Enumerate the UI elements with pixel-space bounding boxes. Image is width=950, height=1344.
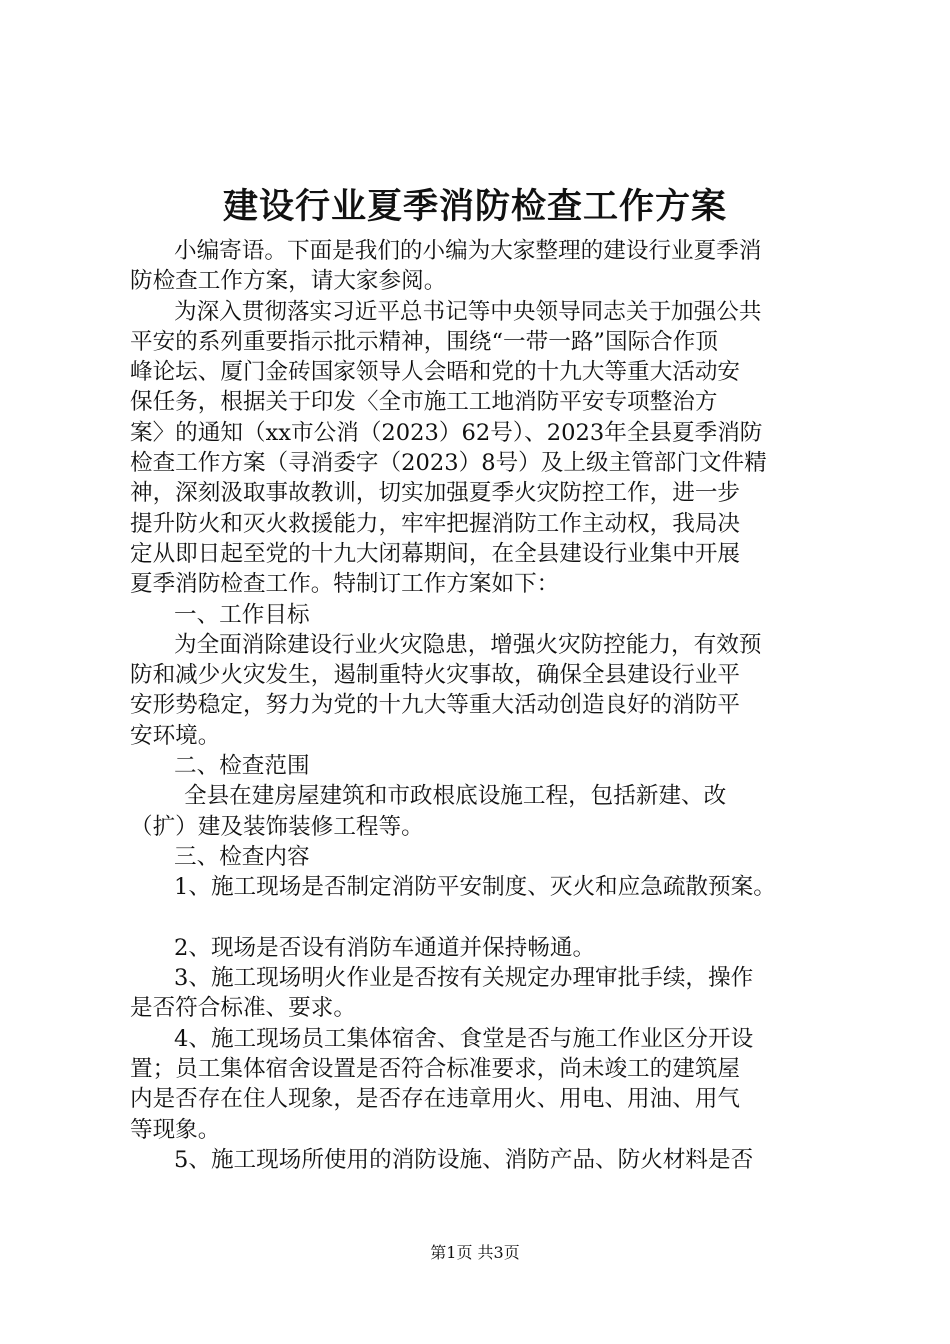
text-line: 提升防火和灭火救援能力，牢牢把握消防工作主动权，我局决 bbox=[130, 510, 741, 537]
background-paragraph bbox=[130, 297, 830, 600]
text-line: 安形势稳定，努力为党的十九大等重大活动创造良好的消防平 bbox=[130, 692, 741, 719]
text-line: 神，深刻汲取事故教训，切实加强夏季火灾防控工作，进一步 bbox=[130, 480, 741, 507]
text-line: 防和减少火灾发生，遏制重特火灾事故，确保全县建设行业平 bbox=[130, 662, 741, 689]
text-line: 2、现场是否设有消防车通道并保持畅通。 bbox=[174, 934, 596, 961]
document-title: 建设行业夏季消防检查工作方案 bbox=[222, 186, 727, 227]
section-heading-content: 三、检查内容 bbox=[174, 843, 310, 870]
checklist-item-2 bbox=[130, 933, 830, 963]
text-line: 夏季消防检查工作。特制订工作方案如下： bbox=[130, 571, 560, 598]
text-line: 检查工作方案（寻消委字（2023）8号）及上级主管部门文件精 bbox=[130, 450, 767, 477]
text-line: 定从即日起至党的十九大闭幕期间，在全县建设行业集中开展 bbox=[130, 540, 741, 567]
checklist-item-3 bbox=[130, 963, 830, 1024]
text-line: 全县在建房屋建筑和市政根底设施工程，包括新建、改 bbox=[184, 783, 727, 810]
text-line: 置；员工集体宿舍设置是否符合标准要求，尚未竣工的建筑屋 bbox=[130, 1056, 741, 1083]
text-line: 防检查工作方案，请大家参阅。 bbox=[130, 268, 447, 295]
text-line: 平安的系列重要指示批示精神，围绕“一带一路”国际合作顶 bbox=[130, 328, 718, 355]
text-line: 3、施工现场明火作业是否按有关规定办理审批手续，操作 bbox=[174, 965, 754, 992]
blank-line bbox=[130, 903, 830, 933]
page-footer: 第1页 共3页 bbox=[430, 1243, 520, 1262]
document-body bbox=[130, 236, 830, 1175]
section-heading-goals: 一、工作目标 bbox=[174, 601, 310, 628]
checklist-item-5 bbox=[130, 1145, 830, 1175]
text-line: 4、施工现场员工集体宿舍、食堂是否与施工作业区分开设 bbox=[174, 1025, 754, 1052]
checklist-item-1 bbox=[130, 872, 830, 902]
intro-paragraph bbox=[130, 236, 830, 297]
text-line: 1、施工现场是否制定消防平安制度、灭火和应急疏散预案。 bbox=[174, 874, 776, 901]
scope-paragraph bbox=[130, 781, 830, 842]
text-line: 保任务，根据关于印发〈全市施工工地消防平安专项整治方 bbox=[130, 389, 718, 416]
text-line: 为深入贯彻落实习近平总书记等中央领导同志关于加强公共 bbox=[174, 298, 762, 325]
text-line: 为全面消除建设行业火灾隐患，增强火灾防控能力，有效预 bbox=[174, 631, 762, 658]
goals-paragraph bbox=[130, 630, 830, 751]
text-line: （扩）建及装饰装修工程等。 bbox=[130, 813, 424, 840]
text-line: 小编寄语。下面是我们的小编为大家整理的建设行业夏季消 bbox=[174, 238, 762, 264]
text-line: 内是否存在住人现象，是否存在违章用火、用电、用油、用气 bbox=[130, 1086, 741, 1113]
text-line: 安环境。 bbox=[130, 722, 221, 749]
text-line: 5、施工现场所使用的消防设施、消防产品、防火材料是否 bbox=[174, 1146, 754, 1173]
checklist-item-4 bbox=[130, 1024, 830, 1145]
section-heading-scope: 二、检查范围 bbox=[174, 753, 310, 780]
text-line: 案〉的通知（xx市公消（2023）62号）、2023年全县夏季消防 bbox=[130, 419, 763, 446]
text-line: 是否符合标准、要求。 bbox=[130, 995, 356, 1022]
text-line: 等现象。 bbox=[130, 1116, 221, 1143]
text-line: 峰论坛、厦门金砖国家领导人会晤和党的十九大等重大活动安 bbox=[130, 359, 741, 386]
